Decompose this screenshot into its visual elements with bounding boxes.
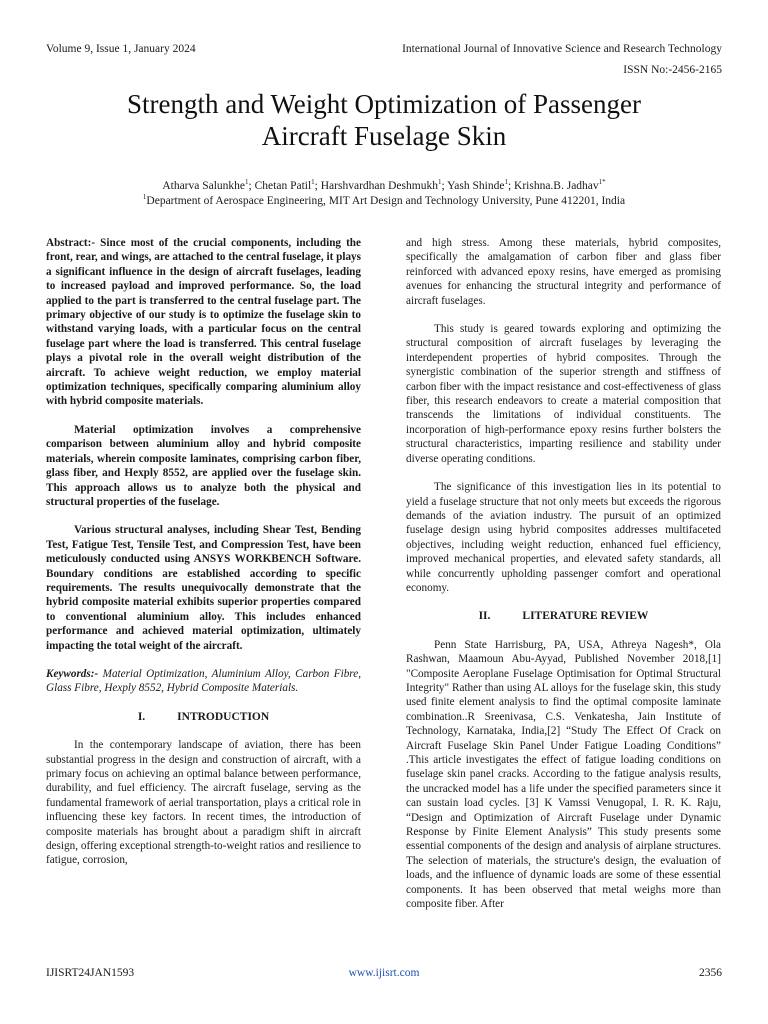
keywords (46, 667, 361, 696)
author-separator: ; (314, 180, 321, 192)
body-paragraph: In the contemporary landscape of aviation, there has been substantial progress in the design and construction of aircraft, with a primary focus on achieving an optimal balance between performance, durability, and fuel efficiency. The aircraft fuselage, serving as the fundamental framework of aerial transportation, plays a critical role in influencing these key factors. In recent times, the introduction of composite materials has brought about a paradigm shift in aircraft design, offering exceptional strength-to-weight ratios and resilience to fatigue, corrosion, (46, 739, 361, 867)
author-name: Atharva Salunkhe (162, 180, 246, 192)
author-affil-mark: 1 (245, 178, 249, 187)
author-affil-mark: 1 (311, 178, 315, 187)
author-affil-mark: 1 (504, 178, 508, 187)
issn: ISSN No:-2456-2165 (623, 64, 722, 76)
left-column (46, 236, 361, 868)
paper-title (40, 88, 728, 152)
affiliation (40, 194, 728, 208)
keywords-text: Material Optimization, Aluminium Alloy, Carbon Fibre, Glass Fibre, Hexply 8552, Hybrid Composite Materials. (46, 667, 361, 695)
abstract-paragraph: Material optimization involves a comprehensive comparison between aluminium alloy and hybrid composite materials, wherein composite laminates, comprising carbon fiber, glass fiber, and Hexply 8552, are applied over the fuselage skin. This approach allows us to analyze both the physical and structural properties of the fuselage. (46, 423, 361, 508)
affiliation-mark: 1 (142, 193, 147, 202)
author-separator: ; (507, 180, 515, 192)
author-list (40, 179, 728, 193)
body-paragraph: The significance of this investigation lies in its potential to yield a fuselage structure that not only meets but exceeds the rigorous demands of the aviation industry. The pursuit of an optimized fuselage design using hybrid composites addresses multifaceted objectives, including weight reduction, enhanced fuel efficiency, improved mechanical properties, and elevated safety standards, all while concurrently upholding passenger comfort and operational economy. (406, 481, 721, 594)
section-heading-introduction (46, 710, 361, 724)
section-number: II. (478, 610, 491, 623)
title-line-1: Strength and Weight Optimization of Passenger (127, 89, 641, 119)
author-affil-mark: 1 (437, 178, 442, 187)
body-paragraph: This study is geared towards exploring and optimizing the structural composition of aircraft fuselages by leveraging the interdependent properties of hybrid composites. Through the synergistic combination of the superior strength and stiffness of carbon fiber with the impact resistance and cost-effectiveness of glass fiber, this research endeavors to create a material composition that transcends the limitations of individual constituents. The incorporation of high-performance epoxy resins further bolsters the structural characteristics, imparting resilience and stability under diverse operating conditions. (406, 323, 721, 465)
author-name: Yash Shinde (447, 180, 505, 192)
body-paragraph: Penn State Harrisburg, PA, USA, Athreya Nagesh*, Ola Rashwan, Maamoun Abu-Ayyad, Published November 2018,[1] "Composite Aeroplane Fuselage Optimisation for Optimal Structural Integrity" Rather than using AL alloys for the fuselage skin, this study used finite element analysis to find the optimal composite laminate combination..R Sreenivasa, C.S. Venkatesha, Jain Institute of Technology, Karnataka, India,[2] “Study The Effect Of Crack on Aircraft Fuselage Skin Panel Under Fatigue Loading Conditions” .This article investigates the effect of fatigue loading conditions on fuselage skin panel cracks. According to the fatigue analysis results, the uncracked model has a life under the specified parameters since it can sustain load cycles. [3] K Vamssi Venugopal, I. R. K. Raju, “Design and Optimization of Aircraft Fuselage under Dynamic Response by Finite Element Analysis” This study presents some essential components of the design and analysis of airplane structures. The selection of materials, the structure's design, the evaluation of loads, and the influence of dynamic loads are some of these essential components. It has been observed that metal weighs more than composite fiber. After (406, 638, 721, 911)
section-title: INTRODUCTION (177, 710, 270, 723)
author-name: Harshvardhan Deshmukh (320, 180, 438, 192)
abstract-paragraph: Abstract:- Since most of the crucial components, including the front, rear, and wings, are attached to the central fuselage, it plays a significant influence in the design of aircraft fuselages, leading to increased payload and improved performance. So, the load applied to the part is transferred to the central fuselage part. The primary objective of our study is to optimize the fuselage skin to withstand varying loads, with a particular focus on the central fuselage part where the load is transferred. This central fuselage plays a pivotal role in the overall weight distribution of the aircraft. To achieve weight reduction, we employ material optimization techniques, specifically comparing aluminium alloy with hybrid composite materials. (46, 237, 361, 408)
keywords-label: Keywords:- (46, 667, 99, 680)
volume-info: Volume 9, Issue 1, January 2024 (46, 43, 196, 55)
right-column (406, 236, 721, 911)
article-id: IJISRT24JAN1593 (46, 967, 135, 979)
title-line-2: Aircraft Fuselage Skin (261, 121, 507, 151)
affiliation-text: Department of Aerospace Engineering, MIT Art Design and Technology University, Pune 412201, India (146, 195, 626, 207)
abstract-paragraph: Various structural analyses, including Shear Test, Bending Test, Fatigue Test, Tensile Test, and Compression Test, have been meticulously conducted using ANSYS WORKBENCH Software. Boundary conditions are established according to specific requirements. The results unequivocally demonstrate that the hybrid composite material exhibits superior properties compared to conventional aluminium alloy. This includes enhanced performance and achieved material optimization, ultimately impacting the total weight of the aircraft. (46, 524, 361, 652)
author-name: Chetan Patil (254, 180, 312, 192)
author-separator: ; (248, 180, 255, 192)
author-name: Krishna.B. Jadhav (514, 180, 599, 192)
section-number: I. (137, 710, 146, 723)
section-title: LITERATURE REVIEW (522, 610, 649, 623)
section-heading-literature-review (406, 609, 721, 623)
author-separator: ; (441, 180, 448, 192)
journal-website (0, 967, 768, 979)
journal-name: International Journal of Innovative Science and Research Technology (402, 43, 722, 55)
body-paragraph: and high stress. Among these materials, hybrid composites, specifically the amalgamation of carbon fiber and glass fiber reinforced with advanced epoxy resins, have emerged as promising avenues for enhancing the structural integrity and performance of aircraft fuselages. (406, 237, 721, 307)
page-number: 2356 (699, 967, 722, 979)
journal-link[interactable]: www.ijisrt.com (348, 967, 420, 979)
author-affil-mark: 1* (598, 178, 606, 187)
